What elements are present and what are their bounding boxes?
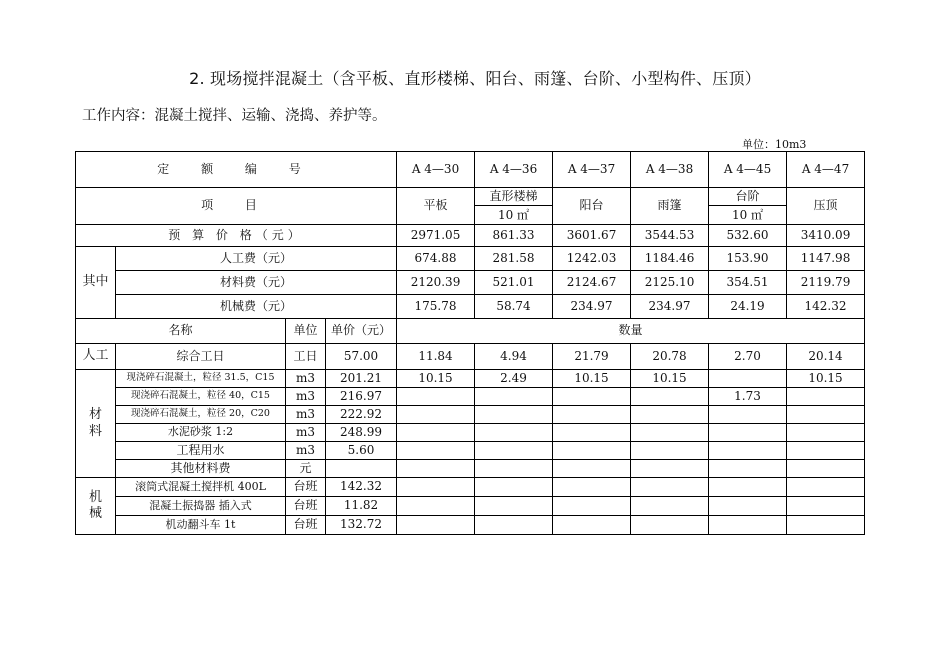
qty-cell [475, 497, 553, 516]
resource-unit: m3 [286, 424, 326, 442]
qty-cell [709, 516, 787, 535]
qty-cell [397, 497, 475, 516]
header-name: 名称 [76, 319, 286, 344]
resource-unit: m3 [286, 442, 326, 460]
material-fee-cell: 2120.39 [397, 271, 475, 295]
machine-fee-cell: 142.32 [787, 295, 865, 319]
resource-name: 滚筒式混凝土搅拌机 400L [116, 478, 286, 497]
qty-cell [553, 388, 631, 406]
item-cell: 压顶 [787, 188, 865, 225]
machine-fee-cell: 58.74 [475, 295, 553, 319]
qty-cell [553, 442, 631, 460]
qty-cell [709, 424, 787, 442]
qty-cell [553, 460, 631, 478]
qty-cell [787, 442, 865, 460]
resource-unit: 台班 [286, 516, 326, 535]
material-fee-cell: 2119.79 [787, 271, 865, 295]
qty-cell: 1.73 [709, 388, 787, 406]
resource-name: 机动翻斗车 1t [116, 516, 286, 535]
material-row [76, 370, 865, 388]
qty-cell [475, 516, 553, 535]
labor-fee-cell: 1184.46 [631, 247, 709, 271]
labor-group-label: 人工 [76, 344, 116, 370]
resource-price: 142.32 [326, 478, 397, 497]
item-step-name: 台阶 [709, 188, 786, 206]
resource-name: 现浇碎石混凝土，粒径 31.5，C15 [116, 370, 286, 388]
resource-unit: 台班 [286, 497, 326, 516]
qty-cell: 2.70 [709, 344, 787, 370]
material-fee-cell: 354.51 [709, 271, 787, 295]
qty-cell [787, 478, 865, 497]
qty-cell [787, 388, 865, 406]
qty-cell: 10.15 [553, 370, 631, 388]
item-cell: 雨篷 [631, 188, 709, 225]
budget-cell: 3410.09 [787, 225, 865, 247]
qty-cell: 11.84 [397, 344, 475, 370]
qty-cell [397, 442, 475, 460]
labor-fee-cell: 153.90 [709, 247, 787, 271]
resource-unit: m3 [286, 370, 326, 388]
header-qty: 数量 [397, 319, 865, 344]
qty-cell [709, 370, 787, 388]
qty-cell [631, 442, 709, 460]
resource-price: 11.82 [326, 497, 397, 516]
header-price: 单价（元） [326, 319, 397, 344]
resource-unit: m3 [286, 406, 326, 424]
resource-unit: 工日 [286, 344, 326, 370]
qty-cell: 21.79 [553, 344, 631, 370]
qty-cell: 4.94 [475, 344, 553, 370]
resource-price: 248.99 [326, 424, 397, 442]
resource-name: 其他材料费 [116, 460, 286, 478]
resource-unit: 元 [286, 460, 326, 478]
resource-price: 201.21 [326, 370, 397, 388]
row-material-fee [76, 271, 865, 295]
item-cell-stair [475, 188, 553, 225]
qty-cell [709, 406, 787, 424]
code-cell: A 4—47 [787, 152, 865, 188]
qty-cell [631, 516, 709, 535]
labor-fee-cell: 674.88 [397, 247, 475, 271]
qty-cell [631, 388, 709, 406]
code-cell: A 4—38 [631, 152, 709, 188]
resource-price: 5.60 [326, 442, 397, 460]
qty-cell [553, 516, 631, 535]
qty-cell: 10.15 [397, 370, 475, 388]
qty-cell [631, 478, 709, 497]
material-row [76, 406, 865, 424]
qty-cell [397, 460, 475, 478]
qty-cell [475, 478, 553, 497]
of-which-label: 其中 [76, 247, 116, 319]
qty-cell: 10.15 [631, 370, 709, 388]
material-row [76, 424, 865, 442]
resource-price: 216.97 [326, 388, 397, 406]
qty-cell [709, 497, 787, 516]
qty-cell [631, 460, 709, 478]
code-cell: A 4—36 [475, 152, 553, 188]
page-title: 2. 现场搅拌混凝土（含平板、直形楼梯、阳台、雨篷、台阶、小型构件、压顶） [189, 69, 761, 88]
code-cell: A 4—45 [709, 152, 787, 188]
qty-cell: 20.78 [631, 344, 709, 370]
labor-fee-label: 人工费（元） [116, 247, 397, 271]
qty-cell [475, 460, 553, 478]
qty-cell [553, 497, 631, 516]
quota-no-label: 定 额 编 号 [76, 152, 397, 188]
qty-cell [631, 406, 709, 424]
qty-cell [553, 406, 631, 424]
resource-price [326, 460, 397, 478]
resource-name: 工程用水 [116, 442, 286, 460]
qty-cell [787, 406, 865, 424]
work-content: 工作内容：混凝土搅拌、运输、浇捣、养护等。 [82, 108, 387, 124]
item-stair-name: 直形楼梯 [475, 188, 552, 206]
resource-name: 混凝土振捣器 插入式 [116, 497, 286, 516]
code-cell: A 4—30 [397, 152, 475, 188]
material-row [76, 442, 865, 460]
machine-row [76, 516, 865, 535]
resource-unit: 台班 [286, 478, 326, 497]
budget-label: 预 算 价 格（元） [76, 225, 397, 247]
qty-cell [397, 516, 475, 535]
budget-cell: 861.33 [475, 225, 553, 247]
qty-cell [709, 478, 787, 497]
labor-row [76, 344, 865, 370]
row-items [76, 188, 865, 225]
machine-fee-cell: 234.97 [553, 295, 631, 319]
material-fee-cell: 2125.10 [631, 271, 709, 295]
labor-fee-cell: 281.58 [475, 247, 553, 271]
machine-fee-cell: 175.78 [397, 295, 475, 319]
qty-cell [397, 406, 475, 424]
resource-price: 132.72 [326, 516, 397, 535]
qty-cell: 10.15 [787, 370, 865, 388]
item-stair-unit: 10 ㎡ [497, 208, 530, 222]
row-labor-fee [76, 247, 865, 271]
qty-cell [553, 424, 631, 442]
qty-cell [787, 497, 865, 516]
qty-cell [709, 442, 787, 460]
quota-table-body [76, 152, 865, 535]
material-row [76, 460, 865, 478]
resource-name: 综合工日 [116, 344, 286, 370]
material-fee-cell: 2124.67 [553, 271, 631, 295]
qty-cell [787, 516, 865, 535]
material-group-label: 材料 [76, 370, 116, 478]
item-label: 项 目 [76, 188, 397, 225]
row-resource-header [76, 319, 865, 344]
resource-name: 水泥砂浆 1:2 [116, 424, 286, 442]
quota-table [75, 151, 865, 535]
qty-cell [397, 424, 475, 442]
item-cell-step [709, 188, 787, 225]
code-cell: A 4—37 [553, 152, 631, 188]
budget-cell: 2971.05 [397, 225, 475, 247]
qty-cell [397, 478, 475, 497]
qty-cell [631, 424, 709, 442]
machine-group-label: 机械 [76, 478, 116, 535]
machine-row [76, 478, 865, 497]
qty-cell [631, 497, 709, 516]
material-fee-cell: 521.01 [475, 271, 553, 295]
material-fee-label: 材料费（元） [116, 271, 397, 295]
budget-cell: 532.60 [709, 225, 787, 247]
qty-cell: 2.49 [475, 370, 553, 388]
header-unit: 单位 [286, 319, 326, 344]
qty-cell [475, 424, 553, 442]
machine-fee-cell: 24.19 [709, 295, 787, 319]
resource-price: 222.92 [326, 406, 397, 424]
qty-cell [709, 460, 787, 478]
qty-cell [475, 406, 553, 424]
material-row [76, 388, 865, 406]
qty-cell [787, 460, 865, 478]
qty-cell [787, 424, 865, 442]
row-budget [76, 225, 865, 247]
resource-name: 现浇碎石混凝土，粒径 40，C15 [116, 388, 286, 406]
unit-note: 单位：10m3 [742, 138, 807, 151]
item-step-unit: 10 ㎡ [731, 208, 764, 222]
resource-price: 57.00 [326, 344, 397, 370]
row-machine-fee [76, 295, 865, 319]
labor-fee-cell: 1147.98 [787, 247, 865, 271]
qty-cell [475, 388, 553, 406]
item-cell: 平板 [397, 188, 475, 225]
qty-cell [475, 442, 553, 460]
qty-cell [397, 388, 475, 406]
machine-fee-label: 机械费（元） [116, 295, 397, 319]
qty-cell [553, 478, 631, 497]
resource-name: 现浇碎石混凝土，粒径 20，C20 [116, 406, 286, 424]
item-cell: 阳台 [553, 188, 631, 225]
resource-unit: m3 [286, 388, 326, 406]
budget-cell: 3601.67 [553, 225, 631, 247]
labor-fee-cell: 1242.03 [553, 247, 631, 271]
row-quota-codes [76, 152, 865, 188]
budget-cell: 3544.53 [631, 225, 709, 247]
qty-cell: 20.14 [787, 344, 865, 370]
machine-row [76, 497, 865, 516]
machine-fee-cell: 234.97 [631, 295, 709, 319]
